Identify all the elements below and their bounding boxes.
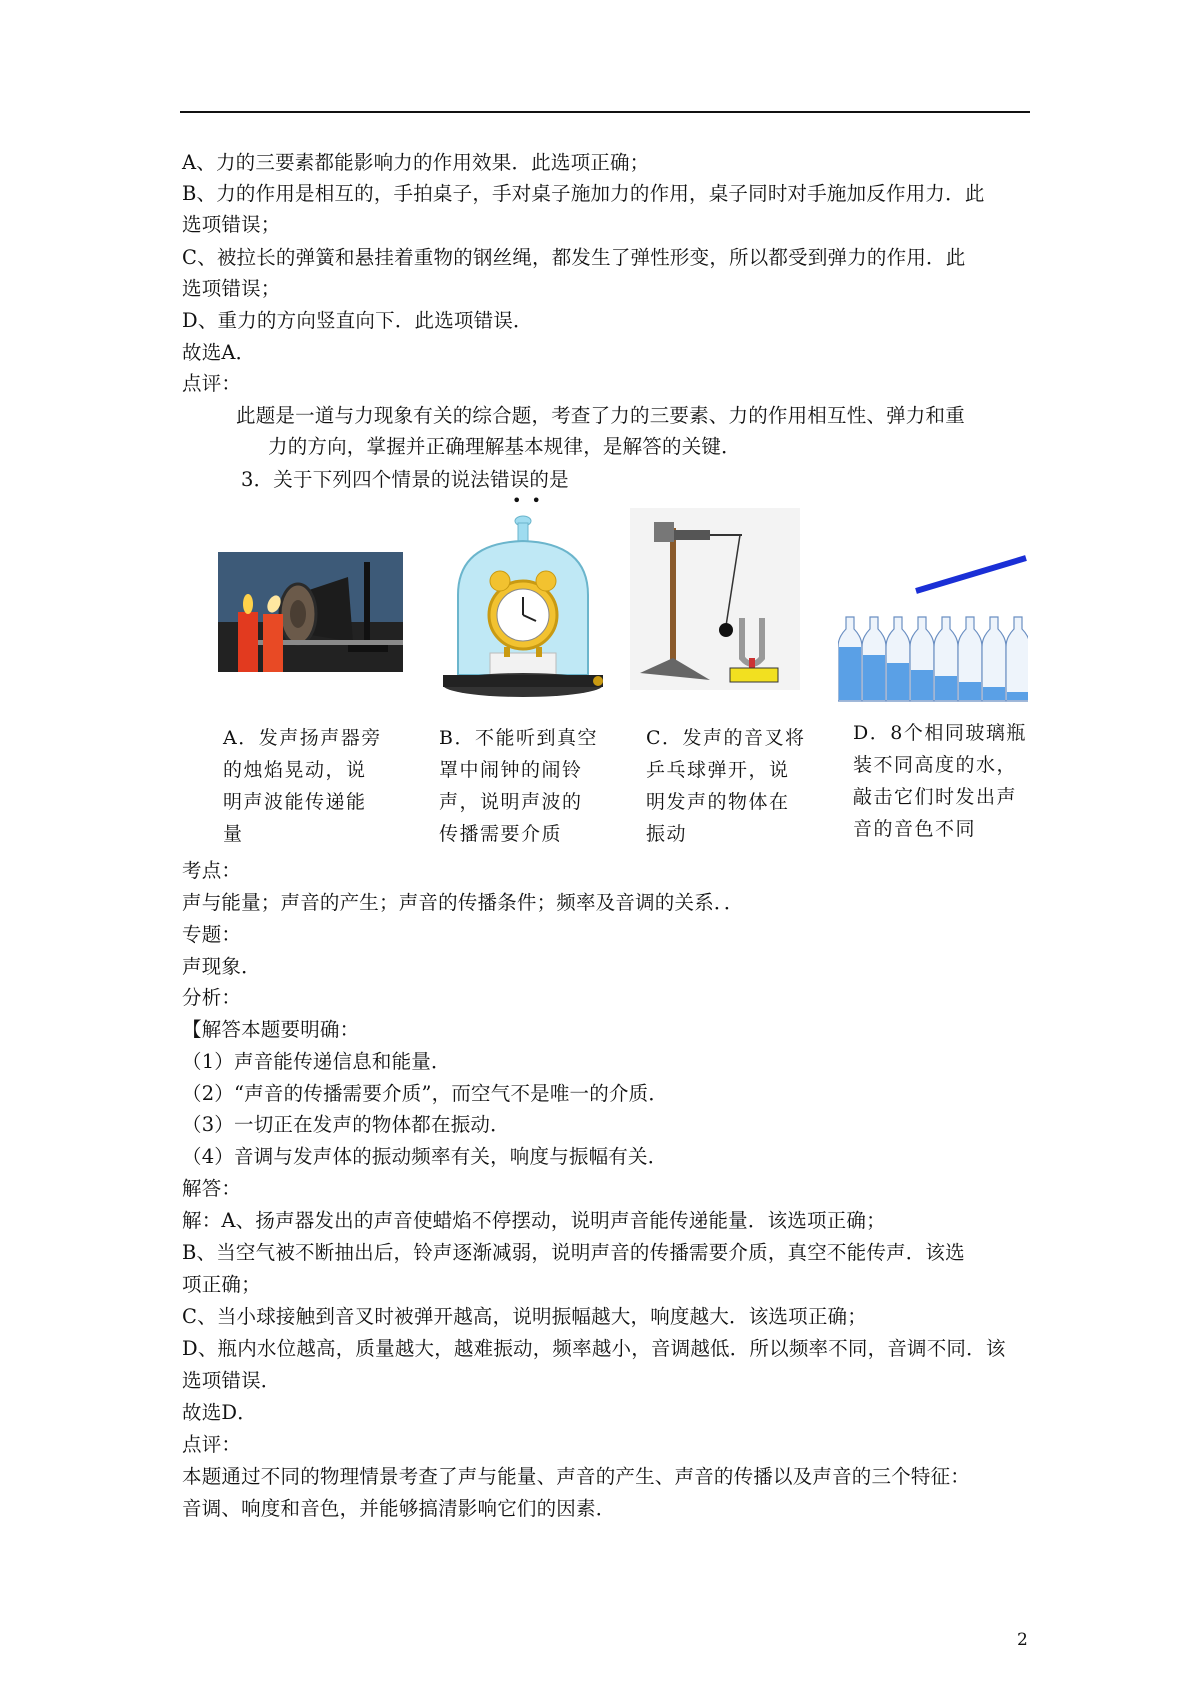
text-line: C、被拉长的弹簧和悬挂着重物的钢丝绳，都发生了弹性形变，所以都受到弹力的作用．此 [182,246,966,269]
speaker-candle-image [218,552,403,672]
text-line: 本题通过不同的物理情景考查了声与能量、声音的产生、声音的传播以及声音的三个特征： [182,1465,971,1488]
text-line: （4）音调与发声体的振动频率有关，响度与振幅有关． [182,1145,668,1168]
question-title: 3．关于下列四个情景的说法错误的是 [241,468,569,491]
emphasis-dots: •• [512,491,551,510]
water-bottles-image [838,555,1028,705]
header-rule [180,111,1030,113]
tuning-fork-image [630,508,800,690]
text-line: A、力的三要素都能影响力的作用效果．此选项正确； [182,151,650,174]
text-line: D、瓶内水位越高，质量越大，越难振动，频率越小，音调越低．所以频率不同，音调不同．该 [182,1337,1006,1360]
caption-a: A．发声扬声器旁 的烛焰晃动，说 明声波能传递能 量 [223,727,382,845]
section-label: 分析： [182,986,242,1009]
bell-jar-clock-image [438,515,608,707]
text-line: 【解答本题要明确： [182,1018,360,1041]
section-label: 考点： [182,859,242,882]
text-line: 故选D． [182,1401,257,1424]
text-line: 力的方向，掌握并正确理解基本规律，是解答的关键． [268,435,741,458]
text-line: 故选A． [182,341,256,364]
section-label: 专题： [182,923,242,946]
section-label: 点评： [182,372,242,395]
section-label: 点评： [182,1433,242,1456]
text-line: 声现象． [182,955,261,978]
text-line: （2）“声音的传播需要介质”，而空气不是唯一的介质． [182,1082,669,1105]
text-line: （3）一切正在发声的物体都在振动． [182,1113,510,1136]
page-number: 2 [1017,1630,1028,1650]
caption-b: B．不能听到真空 罩中闹钟的闹铃 声，说明声波的 传播需要介质 [439,727,598,845]
text-line: （1）声音能传递信息和能量． [182,1050,451,1073]
text-line: 选项错误； [182,277,281,300]
caption-d: D．8个相同玻璃瓶 装不同高度的水， 敲击它们时发出声 音的音色不同 [853,722,1027,840]
text-line: D、重力的方向竖直向下．此选项错误． [182,309,533,332]
text-line: B、力的作用是相互的，手拍桌子，手对桌子施加力的作用，桌子同时对手施加反作用力．此 [182,182,985,205]
text-line: 项正确； [182,1273,261,1296]
section-label: 解答： [182,1177,242,1200]
text-line: 声与能量；声音的产生；声音的传播条件；频率及音调的关系．． [182,891,744,914]
text-line: 音调、响度和音色，并能够搞清影响它们的因素． [182,1497,616,1520]
text-line: C、当小球接触到音叉时被弹开越高，说明振幅越大，响度越大．该选项正确； [182,1305,867,1328]
caption-c: C．发声的音叉将 乒乓球弹开，说 明发声的物体在 振动 [646,727,806,845]
text-line: 选项错误； [182,213,281,236]
text-line: 解：A、扬声器发出的声音使蜡焰不停摆动，说明声音能传递能量．该选项正确； [182,1209,886,1232]
text-line: 选项错误． [182,1369,281,1392]
text-line: B、当空气被不断抽出后，铃声逐渐减弱，说明声音的传播需要介质，真空不能传声．该选 [182,1241,965,1264]
text-line: 此题是一道与力现象有关的综合题，考查了力的三要素、力的作用相互性、弹力和重 [236,404,965,427]
